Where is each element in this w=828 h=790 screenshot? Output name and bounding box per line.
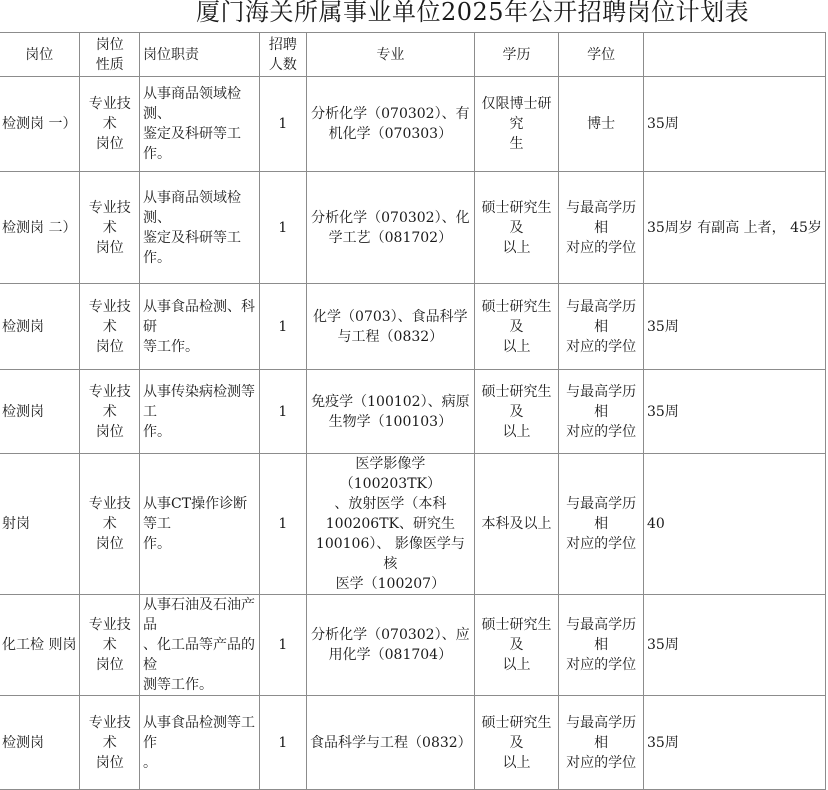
page-title: 厦门海关所属事业单位2025年公开招聘岗位计划表 xyxy=(196,0,750,26)
cell-edu: 硕士研究生及 以上 xyxy=(474,696,559,790)
cell-post: 射岗 xyxy=(0,454,80,595)
cell-age: 35周 xyxy=(643,370,825,454)
table-row xyxy=(0,284,826,370)
cell-post: 检测岗 xyxy=(0,370,80,454)
table-row xyxy=(0,595,826,696)
cell-nature: 专业技术 岗位 xyxy=(80,370,140,454)
cell-duty: 从事商品领域检测、 鉴定及科研等工作。 xyxy=(140,77,260,172)
cell-duty: 从事食品检测等工作 。 xyxy=(140,696,260,790)
cell-edu: 硕士研究生及 以上 xyxy=(474,172,559,284)
cell-duty: 从事食品检测、科研 等工作。 xyxy=(140,284,260,370)
cell-count: 1 xyxy=(259,696,306,790)
cell-degree: 与最高学历相 对应的学位 xyxy=(559,284,644,370)
cell-count: 1 xyxy=(259,77,306,172)
cell-post: 检测岗 一） xyxy=(0,77,80,172)
cell-degree: 与最高学历相 对应的学位 xyxy=(559,370,644,454)
cell-age: 35周 xyxy=(643,595,825,696)
cell-edu: 硕士研究生及 以上 xyxy=(474,370,559,454)
cell-degree: 博士 xyxy=(559,77,644,172)
header-education: 学历 xyxy=(474,33,559,77)
cell-age: 40 xyxy=(643,454,825,595)
cell-duty: 从事传染病检测等工 作。 xyxy=(140,370,260,454)
header-age xyxy=(643,33,825,77)
cell-duty: 从事商品领域检测、 鉴定及科研等工作。 xyxy=(140,172,260,284)
cell-nature: 专业技术 岗位 xyxy=(80,595,140,696)
cell-count: 1 xyxy=(259,595,306,696)
cell-nature: 专业技术 岗位 xyxy=(80,696,140,790)
cell-count: 1 xyxy=(259,172,306,284)
table-row xyxy=(0,77,826,172)
cell-edu: 硕士研究生及 以上 xyxy=(474,595,559,696)
cell-edu: 本科及以上 xyxy=(474,454,559,595)
header-degree: 学位 xyxy=(559,33,644,77)
cell-count: 1 xyxy=(259,284,306,370)
cell-age: 35周 xyxy=(643,77,825,172)
cell-major: 分析化学（070302）、应 用化学（081704） xyxy=(307,595,475,696)
cell-major: 分析化学（070302）、化 学工艺（081702） xyxy=(307,172,475,284)
cell-major: 化学（0703）、食品科学 与工程（0832） xyxy=(307,284,475,370)
cell-age: 35周 xyxy=(643,284,825,370)
cell-post: 检测岗 xyxy=(0,284,80,370)
cell-age: 35周 xyxy=(643,696,825,790)
table-row xyxy=(0,696,826,790)
cell-nature: 专业技术 岗位 xyxy=(80,284,140,370)
cell-edu: 硕士研究生及 以上 xyxy=(474,284,559,370)
cell-count: 1 xyxy=(259,454,306,595)
header-major: 专业 xyxy=(307,33,475,77)
cell-degree: 与最高学历相 对应的学位 xyxy=(559,172,644,284)
table-row xyxy=(0,454,826,595)
cell-duty: 从事石油及石油产品 、化工品等产品的检 测等工作。 xyxy=(140,595,260,696)
cell-count: 1 xyxy=(259,370,306,454)
header-duty: 岗位职责 xyxy=(140,33,260,77)
cell-duty: 从事CT操作诊断等工 作。 xyxy=(140,454,260,595)
cell-major: 分析化学（070302）、有 机化学（070303） xyxy=(307,77,475,172)
cell-post: 化工检 则岗 xyxy=(0,595,80,696)
cell-age: 35周岁 有副高 上者， 45岁 xyxy=(643,172,825,284)
header-post: 岗位 xyxy=(0,33,80,77)
header-nature: 岗位 性质 xyxy=(80,33,140,77)
recruitment-table xyxy=(0,32,826,790)
table-row xyxy=(0,172,826,284)
cell-major: 食品科学与工程（0832） xyxy=(307,696,475,790)
cell-major: 免疫学（100102）、病原 生物学（100103） xyxy=(307,370,475,454)
cell-nature: 专业技术 岗位 xyxy=(80,77,140,172)
cell-major: 医学影像学（100203TK） 、放射医学（本科 100206TK、研究生 100106）、 影像医学与核 医学（100207） xyxy=(307,454,475,595)
table-header-row xyxy=(0,33,826,77)
cell-post: 检测岗 二） xyxy=(0,172,80,284)
cell-degree: 与最高学历相 对应的学位 xyxy=(559,454,644,595)
cell-edu: 仅限博士研究 生 xyxy=(474,77,559,172)
cell-degree: 与最高学历相 对应的学位 xyxy=(559,696,644,790)
table-row xyxy=(0,370,826,454)
cell-nature: 专业技术 岗位 xyxy=(80,454,140,595)
header-count: 招聘 人数 xyxy=(259,33,306,77)
cell-post: 检测岗 xyxy=(0,696,80,790)
cell-degree: 与最高学历相 对应的学位 xyxy=(559,595,644,696)
cell-nature: 专业技术 岗位 xyxy=(80,172,140,284)
